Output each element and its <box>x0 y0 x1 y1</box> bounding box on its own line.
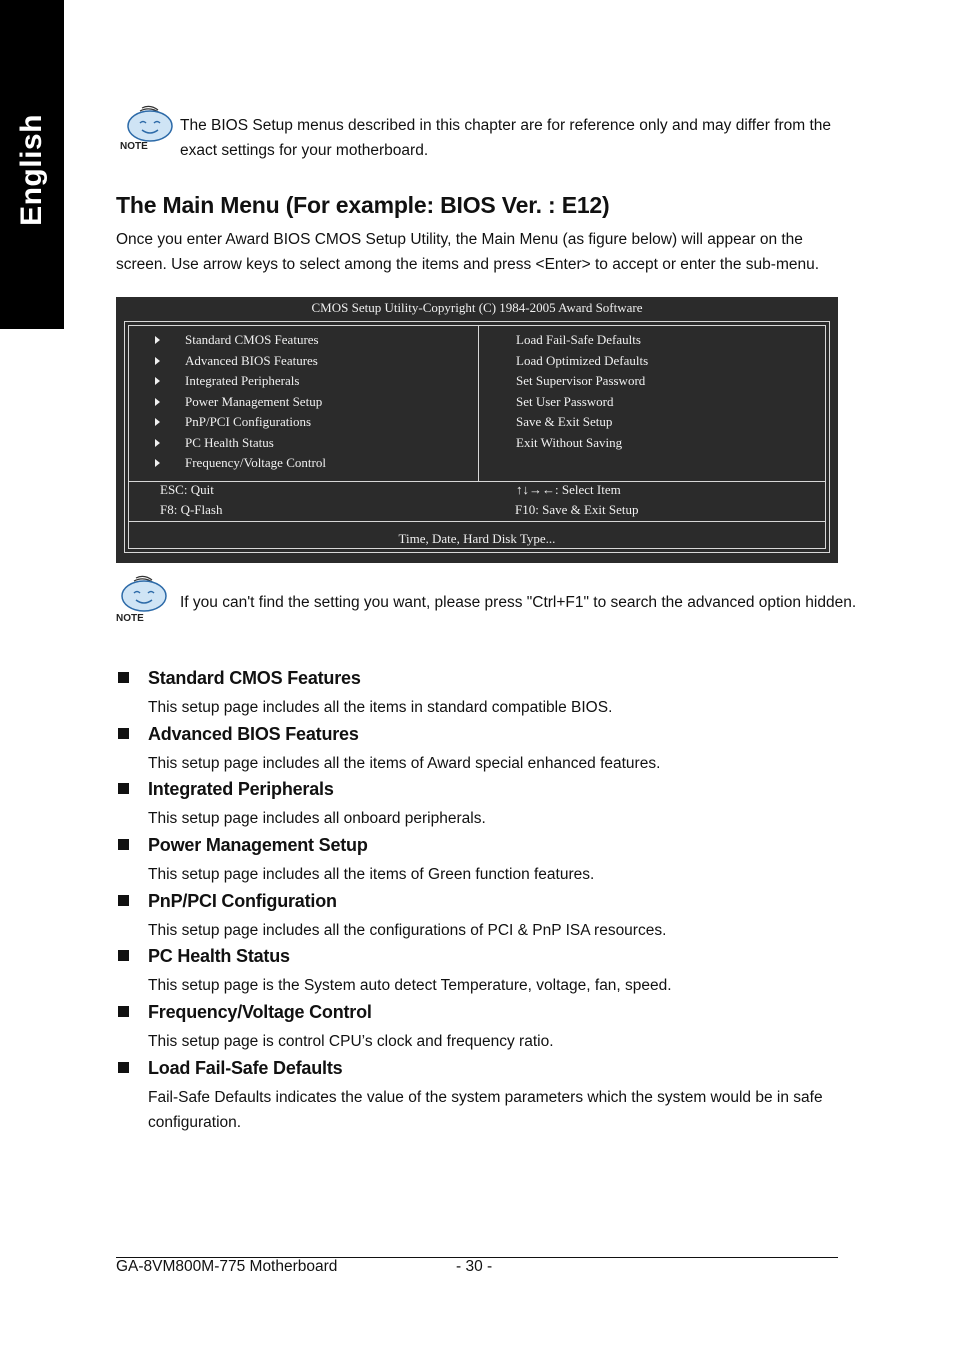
intro-paragraph: Once you enter Award BIOS CMOS Setup Utility, the Main Menu (as figure below) will appear on the screen. Use arrow keys to select among the items and press <Enter> to accept or enter the sub-menu. <box>116 231 820 273</box>
section-title: Standard CMOS Features <box>148 668 361 688</box>
section-description: This setup page includes all the items in standard compatible BIOS. <box>148 699 613 716</box>
triangle-right-icon <box>155 357 160 365</box>
bios-key-select: ↑↓→←: Select Item <box>516 482 621 497</box>
triangle-right-icon <box>155 418 160 426</box>
bios-option-item[interactable]: Set User Password <box>516 393 614 409</box>
bios-footer-divider <box>129 521 825 522</box>
bios-option-item[interactable]: Load Optimized Defaults <box>516 352 649 368</box>
triangle-right-icon <box>155 398 160 406</box>
section-title: Integrated Peripherals <box>148 779 334 799</box>
note-icon <box>120 102 180 154</box>
bios-title: CMOS Setup Utility-Copyright (C) 1984-2005 Award Software <box>311 300 643 315</box>
square-bullet-icon <box>118 950 129 961</box>
section-description: This setup page is the System auto detect Temperature, voltage, fan, speed. <box>148 977 672 994</box>
footer-model: GA-8VM800M-775 Motherboard <box>116 1258 338 1275</box>
bios-menu-item[interactable]: Frequency/Voltage Control <box>155 455 326 471</box>
section-description: This setup page includes all the items of Green function features. <box>148 866 595 883</box>
square-bullet-icon <box>118 839 129 850</box>
bios-menu-item[interactable]: PC Health Status <box>155 435 274 451</box>
bios-option-item[interactable]: Exit Without Saving <box>516 434 623 450</box>
bios-menu-item[interactable]: Advanced BIOS Features <box>155 353 318 369</box>
note-icon-label: NOTE <box>120 141 148 152</box>
square-bullet-icon <box>118 895 129 906</box>
section-title: PC Health Status <box>148 946 290 966</box>
bios-status-line: Time, Date, Hard Disk Type... <box>398 531 556 546</box>
section-title: Frequency/Voltage Control <box>148 1002 372 1022</box>
side-tab-label: English <box>15 114 48 226</box>
section-description: This setup page includes all onboard peripherals. <box>148 810 486 827</box>
section-description: Fail-Safe Defaults indicates the value of the system parameters which the system would be in safe configuration. <box>148 1089 823 1131</box>
bios-menu-item[interactable]: Standard CMOS Features <box>155 332 319 348</box>
note-text: The BIOS Setup menus described in this chapter are for reference only and may differ from the exact settings for your motherboard. <box>180 117 832 159</box>
bios-option-item[interactable]: Load Fail-Safe Defaults <box>516 332 641 347</box>
note-text: If you can't find the setting you want, please press "Ctrl+F1" to search the advanced option hidden. <box>180 594 857 611</box>
bios-option-item[interactable]: Set Supervisor Password <box>516 373 646 388</box>
page-number: - 30 - <box>456 1258 493 1275</box>
section-description: This setup page is control CPU’s clock and frequency ratio. <box>148 1033 554 1050</box>
bios-menu-item[interactable]: Integrated Peripherals <box>155 373 299 389</box>
section-title: Load Fail-Safe Defaults <box>148 1058 343 1078</box>
bios-key-esc: ESC: Quit <box>160 482 214 497</box>
page-title: The Main Menu (For example: BIOS Ver. : E12) <box>116 192 610 218</box>
note-icon-label: NOTE <box>116 613 144 624</box>
section-title: Power Management Setup <box>148 835 368 855</box>
note-icon <box>114 572 174 624</box>
section-title: PnP/PCI Configuration <box>148 891 337 911</box>
triangle-right-icon <box>155 336 160 344</box>
bios-outer-frame <box>124 321 830 553</box>
section-title: Advanced BIOS Features <box>148 724 359 744</box>
square-bullet-icon <box>118 1062 129 1073</box>
bios-main-menu-screen <box>116 297 838 563</box>
triangle-right-icon <box>155 439 160 447</box>
square-bullet-icon <box>118 783 129 794</box>
bios-key-f10: F10: Save & Exit Setup <box>515 502 639 517</box>
side-language-tab <box>0 0 64 329</box>
square-bullet-icon <box>118 728 129 739</box>
bios-menu-item[interactable]: PnP/PCI Configurations <box>155 414 311 430</box>
bios-menu-item[interactable]: Power Management Setup <box>155 394 322 410</box>
section-description: This setup page includes all the configurations of PCI & PnP ISA resources. <box>148 922 667 939</box>
bios-column-divider <box>478 326 479 481</box>
triangle-right-icon <box>155 459 160 467</box>
bios-inner-frame <box>128 325 826 549</box>
square-bullet-icon <box>118 1006 129 1017</box>
square-bullet-icon <box>118 672 129 683</box>
section-description: This setup page includes all the items of Award special enhanced features. <box>148 755 661 772</box>
bios-key-f8: F8: Q-Flash <box>160 502 223 517</box>
triangle-right-icon <box>155 377 160 385</box>
bios-menu-divider <box>129 481 825 482</box>
bios-option-item[interactable]: Save & Exit Setup <box>516 414 613 429</box>
